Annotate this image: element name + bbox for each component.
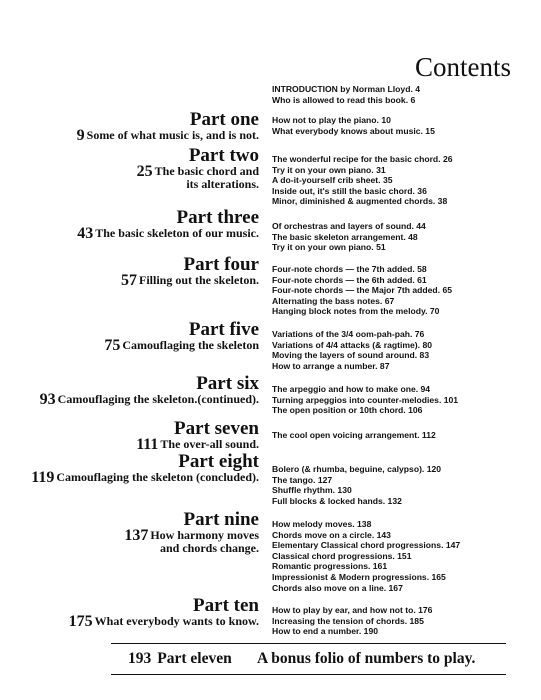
part-chapter-list (272, 464, 441, 506)
chapter-entry[interactable]: The tango. 127 (272, 474, 333, 485)
chapter-entry[interactable]: Moving the layers of sound around. 83 (272, 350, 430, 361)
part-description-line: The basic skeleton of our music. (95, 226, 259, 240)
part-heading[interactable] (121, 255, 259, 288)
chapter-entry[interactable]: Of orchestras and layers of sound. 44 (272, 221, 426, 231)
chapter-entry[interactable]: A do-it-yourself crib sheet. 35 (272, 175, 393, 186)
part-subtitle (77, 129, 259, 143)
chapter-entry[interactable]: Inside out, it's still the basic chord. 36 (272, 185, 427, 196)
part-heading[interactable] (77, 208, 259, 241)
part-name: Part two (188, 145, 259, 166)
part-chapter-list (272, 384, 458, 416)
introduction-entries (272, 84, 420, 106)
part-name: Part eight (178, 451, 259, 472)
part-description (150, 529, 259, 555)
chapter-entry[interactable]: The arpeggio and how to make one. 94 (272, 384, 431, 394)
part-page-number: 175 (68, 613, 93, 630)
chapter-entry[interactable]: How not to play the piano. 10 (272, 115, 391, 125)
page-title: Contents (414, 52, 511, 82)
part-chapter-list (272, 115, 435, 136)
part-page-number: 75 (104, 337, 121, 354)
chapter-entry[interactable]: Elementary Classical chord progressions. 147 (272, 540, 461, 551)
part-description-line: The over-all sound. (160, 437, 259, 451)
chapter-entry[interactable]: Bolero (& rhumba, beguine, calypso). 120 (272, 464, 442, 474)
chapter-entry[interactable]: The wonderful recipe for the basic chord. 26 (272, 154, 453, 164)
part-heading[interactable] (40, 374, 259, 407)
part-name: Part six (196, 373, 259, 394)
part-name: Part five (188, 319, 259, 340)
part-description (56, 471, 259, 484)
part-description (87, 129, 259, 142)
part-name: Part four (183, 254, 259, 275)
chapter-entry[interactable]: Full blocks & locked hands. 132 (272, 495, 402, 506)
chapter-entry[interactable]: Chords move on a circle. 143 (272, 529, 391, 540)
part-heading[interactable] (124, 510, 259, 555)
chapter-entry[interactable]: How to end a number. 190 (272, 626, 379, 637)
part-description-line: Camouflaging the skeleton (122, 338, 259, 352)
intro-entry: Who is allowed to read this book. 6 (272, 95, 416, 106)
part-chapter-list (272, 519, 460, 593)
part-description-line: and chords change. (159, 541, 259, 555)
part-chapter-list (272, 264, 452, 317)
part-description-line: Camouflaging the skeleton (concluded). (56, 470, 259, 484)
chapter-entry[interactable]: Four-note chords — the Major 7th added. 65 (272, 285, 453, 296)
part-heading[interactable] (136, 419, 259, 452)
part-page-number: 25 (136, 163, 153, 180)
part-subtitle (121, 274, 259, 288)
part-page-number: 111 (136, 436, 159, 453)
part-description-line: Filling out the skeleton. (138, 273, 259, 287)
chapter-entry[interactable]: Minor, diminished & augmented chords. 38 (272, 196, 448, 207)
part-description (155, 165, 259, 191)
chapter-entry[interactable]: The open position or 10th chord. 106 (272, 405, 423, 416)
chapter-entry[interactable]: Classical chord progressions. 151 (272, 550, 412, 561)
part-subtitle (137, 165, 259, 191)
part-subtitle (31, 471, 259, 485)
chapter-entry[interactable]: The basic skeleton arrangement. 48 (272, 231, 418, 242)
part-subtitle (104, 339, 259, 353)
part-name: Part one (189, 109, 259, 130)
part-description (58, 393, 259, 406)
part-subtitle (124, 529, 259, 555)
chapter-entry[interactable]: Variations of 4/4 attacks (& ragtime). 80 (272, 339, 432, 350)
chapter-entry[interactable]: Four-note chords — the 6th added. 61 (272, 274, 427, 285)
chapter-entry[interactable]: Try it on your own piano. 51 (272, 242, 386, 253)
part-description-line: Some of what music is, and is not. (86, 128, 259, 142)
part-heading[interactable] (137, 146, 259, 191)
part-name: Part three (176, 207, 259, 228)
part-description (95, 615, 259, 628)
part-description (160, 438, 259, 451)
chapter-entry[interactable]: Try it on your own piano. 31 (272, 164, 386, 175)
part-name: Part ten (193, 595, 259, 616)
part-description-line: What everybody wants to know. (94, 614, 259, 628)
part-heading[interactable] (69, 596, 259, 629)
part-description (139, 274, 259, 287)
part-chapter-list (272, 605, 432, 637)
chapter-entry[interactable]: How to play by ear, and how not to. 176 (272, 605, 433, 615)
part-page-number: 57 (120, 272, 137, 289)
part-chapter-list (272, 154, 453, 207)
chapter-entry[interactable]: Alternating the bass notes. 67 (272, 295, 395, 306)
chapter-entry[interactable]: What everybody knows about music. 15 (272, 125, 435, 136)
chapter-entry[interactable]: Shuffle rhythm. 130 (272, 485, 352, 496)
chapter-entry[interactable]: Four-note chords — the 7th added. 58 (272, 264, 427, 274)
chapter-entry[interactable]: Increasing the tension of chords. 185 (272, 615, 424, 626)
chapter-entry[interactable]: How to arrange a number. 87 (272, 360, 390, 371)
part-chapter-list (272, 430, 436, 441)
divider-bottom (111, 674, 506, 675)
part-description-line: Camouflaging the skeleton.(continued). (57, 392, 259, 406)
part-page-number: 93 (39, 391, 56, 408)
part-subtitle (77, 227, 259, 241)
part-name: Part seven (174, 418, 259, 439)
part-page-number: 193 (128, 650, 152, 667)
part-page-number: 137 (124, 527, 149, 544)
chapter-entry[interactable]: Chords also move on a line. 167 (272, 582, 403, 593)
chapter-entry[interactable]: Hanging block notes from the melody. 70 (272, 306, 440, 317)
intro-entry: INTRODUCTION by Norman Lloyd. 4 (272, 84, 421, 94)
part-chapter-list (272, 329, 432, 371)
part-heading[interactable] (77, 110, 259, 143)
part-subtitle (40, 393, 259, 407)
divider-top (111, 643, 506, 644)
chapter-entry[interactable]: How melody moves. 138 (272, 519, 372, 529)
chapter-entry[interactable]: Impressionist & Modern progressions. 165 (272, 571, 446, 582)
part-name: Part eleven (157, 650, 232, 667)
part-description-line: The basic chord and (154, 164, 259, 178)
part-heading[interactable] (104, 320, 259, 353)
part-chapter-list (272, 221, 426, 253)
part-subtitle (69, 615, 259, 629)
chapter-entry[interactable]: The cool open voicing arrangement. 112 (272, 430, 436, 440)
part-page-number: 119 (31, 469, 55, 486)
chapter-entry[interactable]: Turning arpeggios into counter-melodies. 101 (272, 394, 459, 405)
chapter-entry[interactable]: Romantic progressions. 161 (272, 561, 388, 572)
part-page-number: 43 (77, 225, 94, 242)
part-eleven-entry[interactable] (128, 650, 476, 668)
part-description (122, 339, 259, 352)
chapter-entry[interactable]: Variations of the 3/4 oom-pah-pah. 76 (272, 329, 425, 339)
part-page-number: 9 (76, 127, 85, 144)
part-description: A bonus folio of numbers to play. (257, 650, 476, 667)
part-subtitle (136, 438, 259, 452)
part-description-line: How harmony moves (150, 528, 259, 542)
part-description-line: its alterations. (186, 177, 259, 191)
part-description (95, 227, 259, 240)
part-heading[interactable] (31, 452, 259, 485)
part-name: Part nine (183, 509, 259, 530)
